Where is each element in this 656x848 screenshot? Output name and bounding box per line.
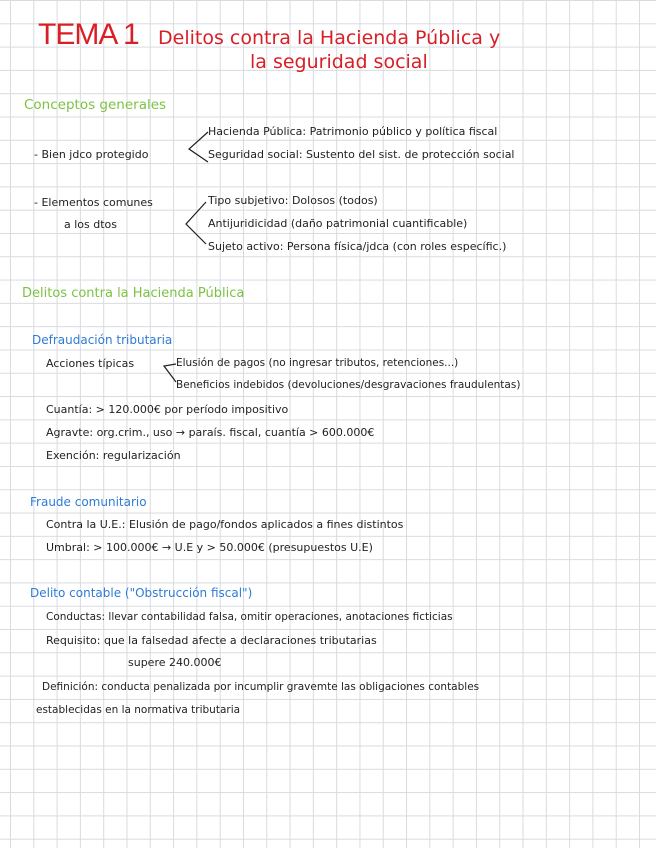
elementos-label-1: - Elementos comunes <box>34 196 153 209</box>
hacienda-heading: Delitos contra la Hacienda Pública <box>22 286 245 301</box>
acciones-item-2: Beneficios indebidos (devoluciones/desgravaciones fraudulentas) <box>176 379 521 391</box>
agravante-line: Agravte: org.crim., uso → paraís. fiscal, cuantía > 600.000€ <box>46 426 375 439</box>
elementos-item-2: Antijuridicidad (daño patrimonial cuantificable) <box>208 217 468 230</box>
contable-conductas-line: Conductas: llevar contabilidad falsa, omitir operaciones, anotaciones ficticias <box>46 611 453 623</box>
title-line-1: Delitos contra la Hacienda Pública y <box>158 27 501 49</box>
bien-item-1: Hacienda Pública: Patrimonio público y política fiscal <box>208 125 498 138</box>
contable-requisito-line-1: Requisito: que la falsedad afecte a declaraciones tributarias <box>46 634 377 647</box>
contable-heading: Delito contable ("Obstrucción fiscal") <box>30 586 253 600</box>
bien-label: - Bien jdco protegido <box>34 148 149 161</box>
acciones-item-1: Elusión de pagos (no ingresar tributos, retenciones...) <box>176 357 459 369</box>
elementos-label-2: a los dtos <box>64 218 118 231</box>
acciones-label: Acciones típicas <box>46 357 135 370</box>
contable-definicion-line-2: establecidas en la normativa tributaria <box>36 704 241 716</box>
conceptos-heading: Conceptos generales <box>24 97 167 113</box>
title-line-2: la seguridad social <box>250 51 428 73</box>
fraude-heading: Fraude comunitario <box>30 495 147 509</box>
cuantia-line: Cuantía: > 120.000€ por período impositivo <box>46 403 289 416</box>
elementos-item-1: Tipo subjetivo: Dolosos (todos) <box>208 194 378 207</box>
fraude-umbral-line: Umbral: > 100.000€ → U.E y > 50.000€ (presupuestos U.E) <box>46 541 373 554</box>
bien-item-2: Seguridad social: Sustento del sist. de protección social <box>208 148 515 161</box>
exencion-line: Exención: regularización <box>46 449 181 462</box>
tema-label: TEMA 1 <box>38 18 139 51</box>
contable-requisito-line-2: supere 240.000€ <box>128 656 222 669</box>
fraude-contra-line: Contra la U.E.: Elusión de pago/fondos aplicados a fines distintos <box>46 518 404 531</box>
elementos-item-3: Sujeto activo: Persona física/jdca (con roles específic.) <box>208 240 507 253</box>
defraudacion-heading: Defraudación tributaria <box>32 333 173 347</box>
brace-bien <box>186 130 210 164</box>
brace-elementos <box>184 200 208 246</box>
contable-definicion-line-1: Definición: conducta penalizada por incumplir gravemte las obligaciones contables <box>42 681 480 693</box>
